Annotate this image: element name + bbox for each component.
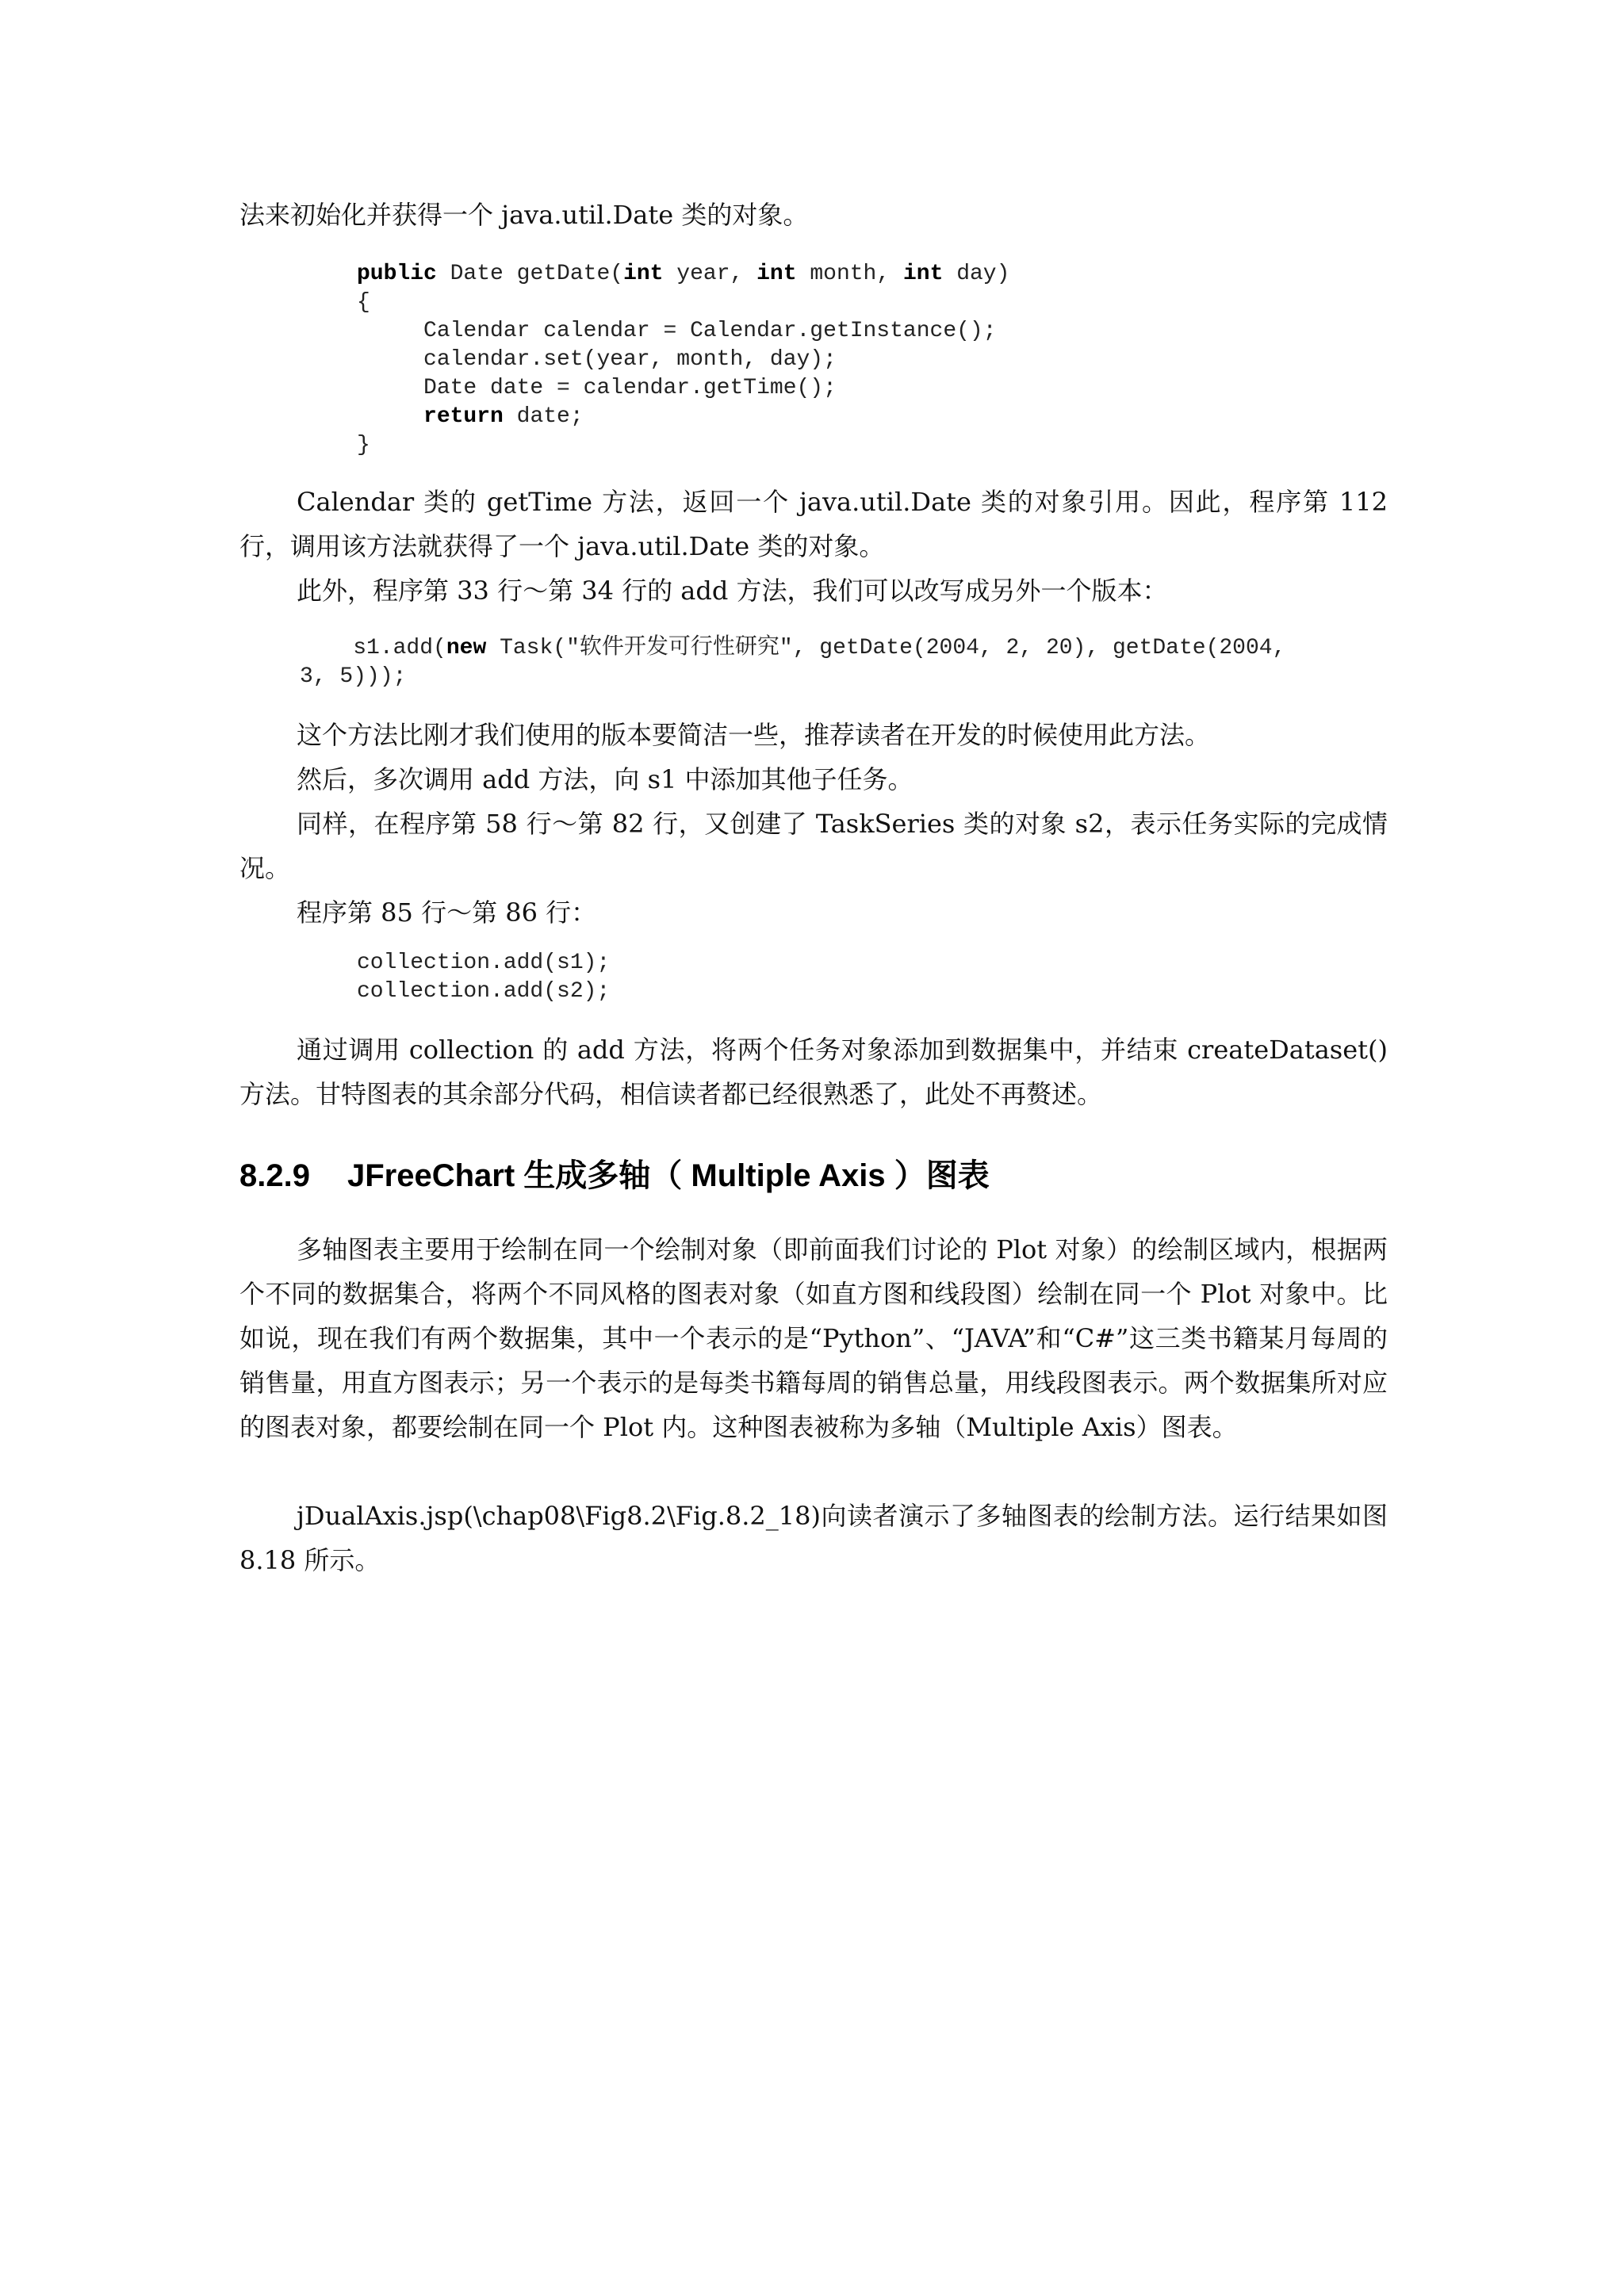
paragraph-jdualaxis: jDualAxis.jsp(\chap08\Fig8.2\Fig.8.2_18)向读者演示了多轴图表的绘制方法。运行结果如图 8.18 所示。: [239, 1501, 1388, 1575]
paragraph-intro: 法来初始化并获得一个 java.util.Date 类的对象。: [239, 200, 809, 230]
section-title: JFreeChart 生成多轴（ Multiple Axis ）图表: [347, 1158, 990, 1193]
paragraph-multiaxis-intro: 多轴图表主要用于绘制在同一个绘制对象（即前面我们讨论的 Plot 对象）的绘制区域内，根据两个不同的数据集合，将两个不同风格的图表对象（如直方图和线段图）绘制在同一个 Plot 对象中。比如说，现在我们有两个数据集，其中一个表示的是“Python”、“JAVA”和“C#”这三类书籍某月每周的销售量，用直方图表示；另一个表示的是每类书籍每周的销售总量，用线段图表示。两个数据集所对应的图表对象，都要绘制在同一个 Plot 内。这种图表被称为多轴（Multiple Axis）图表。: [239, 1234, 1388, 1442]
code-line: 3, 5)));: [300, 664, 407, 689]
section-number: 8.2.9: [239, 1158, 310, 1193]
code-line: Calendar calendar = Calendar.getInstance();: [357, 319, 997, 343]
code-line: collection.add(s2);: [357, 979, 611, 1004]
code-line: calendar.set(year, month, day);: [357, 347, 837, 372]
code-keyword: int: [902, 262, 944, 286]
paragraph-collection-add: 通过调用 collection 的 add 方法，将两个任务对象添加到数据集中，并结束 createDataset() 方法。甘特图表的其余部分代码，相信读者都已经很熟悉了，此处不再赘述。: [239, 1035, 1388, 1109]
code-keyword: public: [357, 262, 437, 286]
code-line: collection.add(s1);: [357, 951, 611, 975]
code-line: Date date = calendar.getTime();: [357, 376, 837, 400]
section-heading: [239, 1154, 990, 1198]
paragraph-add-variant: 此外，程序第 33 行～第 34 行的 add 方法，我们可以改写成另外一个版本：: [297, 576, 1168, 606]
code-keyword: return: [423, 404, 504, 429]
code-line: }: [357, 433, 370, 457]
paragraph-simpler: 这个方法比刚才我们使用的版本要简洁一些，推荐读者在开发的时候使用此方法。: [297, 720, 1211, 750]
paragraph-subtasks: 然后，多次调用 add 方法，向 s1 中添加其他子任务。: [297, 764, 914, 794]
code-keyword: new: [446, 636, 487, 660]
paragraph-s2: 同样，在程序第 58 行～第 82 行，又创建了 TaskSeries 类的对象 s2，表示任务实际的完成情况。: [239, 809, 1388, 883]
code-block-add-task: [300, 634, 1285, 691]
paragraph-lines-85-86: 程序第 85 行～第 86 行：: [297, 897, 597, 928]
code-block-collection: [357, 949, 610, 1006]
code-line: public Date getDate(int year, int month, int day): [357, 262, 1010, 286]
paragraph-gettime: Calendar 类的 getTime 方法，返回一个 java.util.Date 类的对象引用。因此，程序第 112 行，调用该方法就获得了一个 java.util.Date 类的对象。: [239, 487, 1388, 561]
code-keyword: int: [623, 262, 664, 286]
code-keyword: int: [756, 262, 797, 286]
code-line: {: [357, 290, 370, 315]
code-line: return date;: [423, 404, 584, 429]
code-block-getdate: [357, 260, 1009, 460]
code-line: s1.add(new Task("软件开发可行性研究", getDate(2004, 2, 20), getDate(2004,: [353, 636, 1286, 660]
